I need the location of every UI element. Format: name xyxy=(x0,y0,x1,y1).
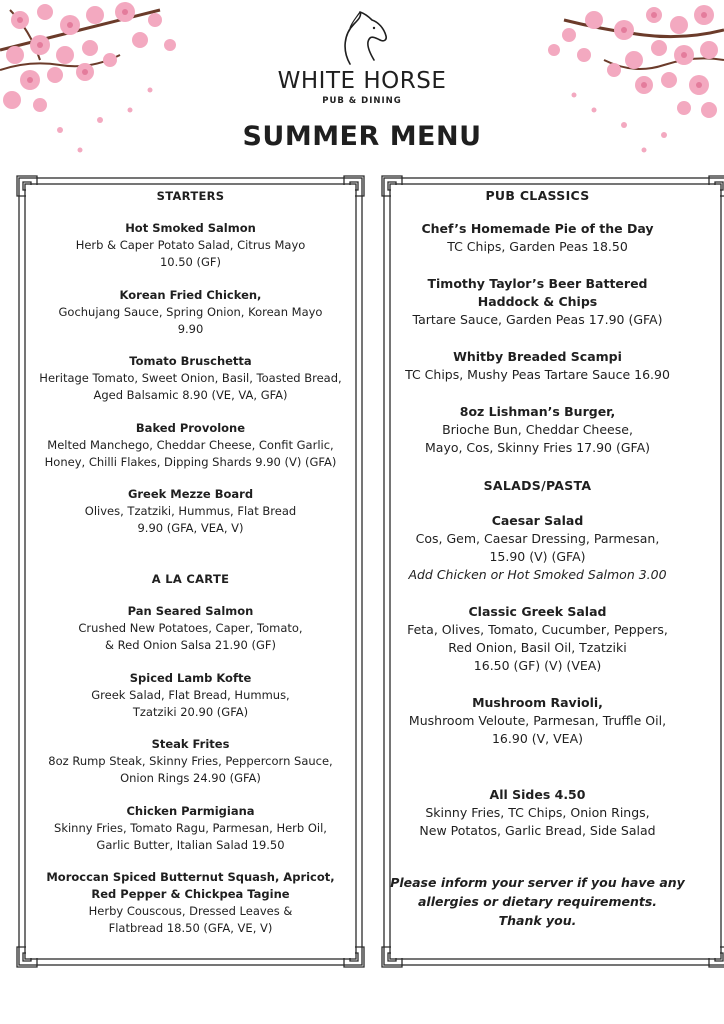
dish-description: Melted Manchego, Cheddar Cheese, Confit Garlic, xyxy=(47,438,334,452)
brand-name: WHITE HORSE xyxy=(277,68,447,94)
dish-price: 16.90 (V, VEA) xyxy=(491,731,583,746)
dish-description: Skinny Fries, Tomato Ragu, Parmesan, Herb Oil, xyxy=(54,821,327,835)
menu-item xyxy=(372,786,703,840)
dish-description: 8oz Rump Steak, Skinny Fries, Peppercorn Sauce, xyxy=(48,754,333,768)
note-line: Thank you. xyxy=(498,913,577,928)
dish-extra: Add Chicken or Hot Smoked Salmon 3.00 xyxy=(408,567,667,582)
dish-description: Feta, Olives, Tomato, Cucumber, Peppers, xyxy=(407,622,668,637)
dish-name: Red Pepper & Chickpea Tagine xyxy=(91,887,290,901)
dish-description: Mushroom Veloute, Parmesan, Truffle Oil, xyxy=(408,713,667,728)
page-title: SUMMER MENU xyxy=(242,121,482,152)
horse-head-icon xyxy=(332,10,392,66)
menu-item xyxy=(23,220,358,271)
dish-price: & Red Onion Salsa 21.90 (GF) xyxy=(105,638,276,652)
dish-price: 16.50 (GF) (V) (VEA) xyxy=(473,658,602,673)
dish-name: Whitby Breaded Scampi xyxy=(453,349,622,364)
dish-description: Cos, Gem, Caesar Dressing, Parmesan, xyxy=(415,531,660,546)
dish-description: Gochujang Sauce, Spring Onion, Korean Mayo xyxy=(58,305,323,319)
dish-description: Crushed New Potatoes, Caper, Tomato, xyxy=(78,621,303,635)
dish-name: Hot Smoked Salmon xyxy=(125,221,256,235)
menu-item xyxy=(372,403,703,457)
dish-price: 9.90 (GFA, VEA, V) xyxy=(137,521,244,535)
dish-price: 10.50 (GF) xyxy=(159,255,222,269)
section-title-pub-classics: PUB CLASSICS xyxy=(485,188,590,203)
menu-item xyxy=(23,420,358,471)
dish-name: All Sides 4.50 xyxy=(489,787,586,802)
menu-item xyxy=(23,869,358,937)
dish-price: 15.90 (V) (GFA) xyxy=(489,549,586,564)
dish-name: Tomato Bruschetta xyxy=(129,354,252,368)
dish-price: Aged Balsamic 8.90 (VE, VA, GFA) xyxy=(93,388,288,402)
dish-name: Haddock & Chips xyxy=(477,294,598,309)
menu-item xyxy=(372,220,703,256)
dish-description: Mayo, Cos, Skinny Fries 17.90 (GFA) xyxy=(425,440,650,455)
menu-item xyxy=(23,287,358,338)
menu-item xyxy=(372,275,703,329)
note-line: allergies or dietary requirements. xyxy=(417,894,658,909)
section-title-starters: STARTERS xyxy=(156,189,225,203)
section-title-salads-pasta: SALADS/PASTA xyxy=(483,478,592,493)
dish-description: Herb & Caper Potato Salad, Citrus Mayo xyxy=(75,238,306,252)
left-menu-panel xyxy=(15,174,366,969)
dish-name: Chef’s Homemade Pie of the Day xyxy=(421,221,654,236)
menu-item xyxy=(372,603,703,675)
section-title-a-la-carte: A LA CARTE xyxy=(151,572,230,586)
dish-name: Mushroom Ravioli, xyxy=(472,695,603,710)
dish-price: Onion Rings 24.90 (GFA) xyxy=(120,771,261,785)
dish-name: Moroccan Spiced Butternut Squash, Apricot, xyxy=(46,870,335,884)
menu-item xyxy=(372,348,703,384)
right-menu-panel xyxy=(380,174,724,969)
logo xyxy=(262,10,462,106)
dish-description: TC Chips, Mushy Peas Tartare Sauce 16.90 xyxy=(405,367,670,382)
dish-name: Baked Provolone xyxy=(135,421,246,435)
dish-price: Garlic Butter, Italian Salad 19.50 xyxy=(96,838,285,852)
menu-item xyxy=(372,694,703,748)
dish-name: Pan Seared Salmon xyxy=(127,604,254,618)
dish-description: Herby Couscous, Dressed Leaves & xyxy=(88,904,293,918)
dish-description: Skinny Fries, TC Chips, Onion Rings, xyxy=(425,805,650,820)
dish-description: Heritage Tomato, Sweet Onion, Basil, Toasted Bread, xyxy=(39,371,342,385)
dish-price: 9.90 xyxy=(177,322,204,336)
dish-name: Steak Frites xyxy=(151,737,230,751)
dish-price: Flatbread 18.50 (GFA, VE, V) xyxy=(108,921,273,935)
dish-description: Brioche Bun, Cheddar Cheese, xyxy=(442,422,633,437)
dish-price: Tzatziki 20.90 (GFA) xyxy=(132,705,249,719)
dish-name: Caesar Salad xyxy=(491,513,584,528)
menu-item xyxy=(23,486,358,537)
dish-description: Greek Salad, Flat Bread, Hummus, xyxy=(91,688,290,702)
note-line: Please inform your server if you have any xyxy=(390,875,685,890)
brand-tagline: PUB & DINING xyxy=(322,96,402,106)
dish-description: Olives, Tzatziki, Hummus, Flat Bread xyxy=(84,504,297,518)
dish-name: Greek Mezze Board xyxy=(127,487,254,501)
dish-price: Honey, Chilli Flakes, Dipping Shards 9.90 (V) (GFA) xyxy=(44,455,337,469)
dish-name: Classic Greek Salad xyxy=(468,604,607,619)
dish-description: Tartare Sauce, Garden Peas 17.90 (GFA) xyxy=(412,312,663,327)
allergy-note xyxy=(370,873,705,930)
dish-description: TC Chips, Garden Peas 18.50 xyxy=(447,239,628,254)
dish-name: Spiced Lamb Kofte xyxy=(129,671,252,685)
dish-description: Red Onion, Basil Oil, Tzatziki xyxy=(448,640,627,655)
menu-item xyxy=(23,670,358,721)
dish-name: Korean Fried Chicken, xyxy=(119,288,262,302)
menu-item xyxy=(23,736,358,787)
menu-item xyxy=(23,353,358,404)
dish-name: Chicken Parmigiana xyxy=(126,804,255,818)
dish-name: 8oz Lishman’s Burger, xyxy=(459,404,616,419)
dish-description: New Potatos, Garlic Bread, Side Salad xyxy=(419,823,656,838)
menu-item xyxy=(23,803,358,854)
menu-item xyxy=(372,512,703,584)
dish-name: Timothy Taylor’s Beer Battered xyxy=(427,276,648,291)
menu-item xyxy=(23,603,358,654)
